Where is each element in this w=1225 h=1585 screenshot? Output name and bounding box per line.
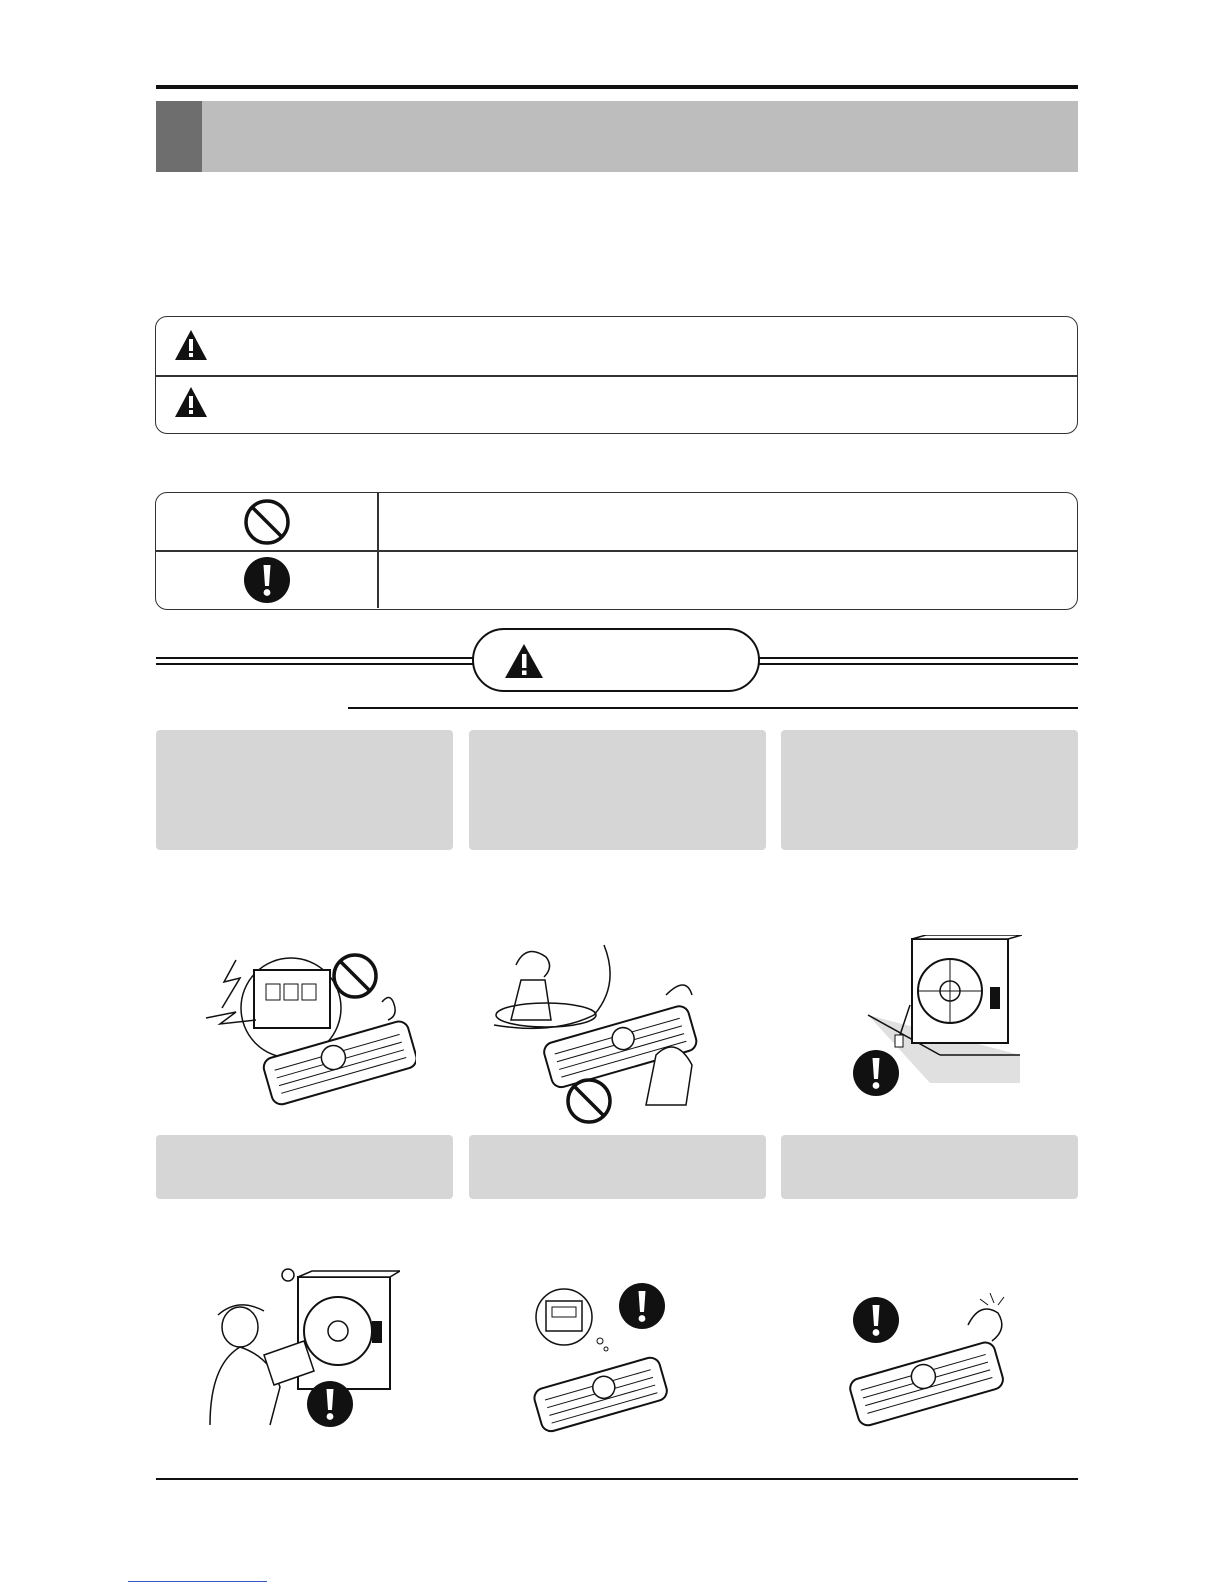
section-title-tab <box>156 101 202 172</box>
mandatory-icon-row2-b <box>618 1282 666 1330</box>
caption-box-5 <box>469 1135 766 1199</box>
symbol-box-column-divider <box>377 493 379 608</box>
prohibition-icon-row1-a <box>331 952 379 1000</box>
warning-triangle-icon <box>173 328 209 362</box>
footer-rule <box>156 1478 1078 1480</box>
caption-box-1 <box>156 730 453 850</box>
prohibition-icon <box>243 498 291 546</box>
section-title-bar <box>156 101 1078 172</box>
banner-left-line-bottom <box>156 663 474 665</box>
prohibition-icon-row1-b <box>565 1077 613 1125</box>
intro-text <box>156 190 1078 290</box>
caption-box-2 <box>469 730 766 850</box>
technician-outdoor-unit-illustration <box>200 1265 400 1435</box>
banner-right-line-bottom <box>758 663 1078 665</box>
footer-link-underline[interactable] <box>128 1581 267 1582</box>
wall-unit-outlet-illustration <box>196 948 416 1113</box>
mandatory-exclamation-icon <box>243 556 291 604</box>
warning-banner-icon <box>503 642 545 680</box>
banner-left-line-top <box>156 657 474 659</box>
top-rule <box>156 85 1078 89</box>
mandatory-icon-row2-c <box>852 1296 900 1344</box>
symbol-legend-box <box>155 492 1078 610</box>
hazard-box-divider <box>156 375 1077 377</box>
caption-box-4 <box>156 1135 453 1199</box>
warning-banner <box>472 628 760 692</box>
caution-triangle-icon <box>173 385 209 419</box>
symbol-box-divider <box>156 550 1077 552</box>
caption-box-3 <box>781 730 1078 850</box>
caption-box-6 <box>781 1135 1078 1199</box>
subsection-rule <box>348 707 1078 709</box>
banner-right-line-top <box>758 657 1078 659</box>
mandatory-icon-row1 <box>852 1049 900 1097</box>
mandatory-icon-row2-a <box>306 1380 354 1428</box>
hazard-level-box <box>155 316 1078 434</box>
